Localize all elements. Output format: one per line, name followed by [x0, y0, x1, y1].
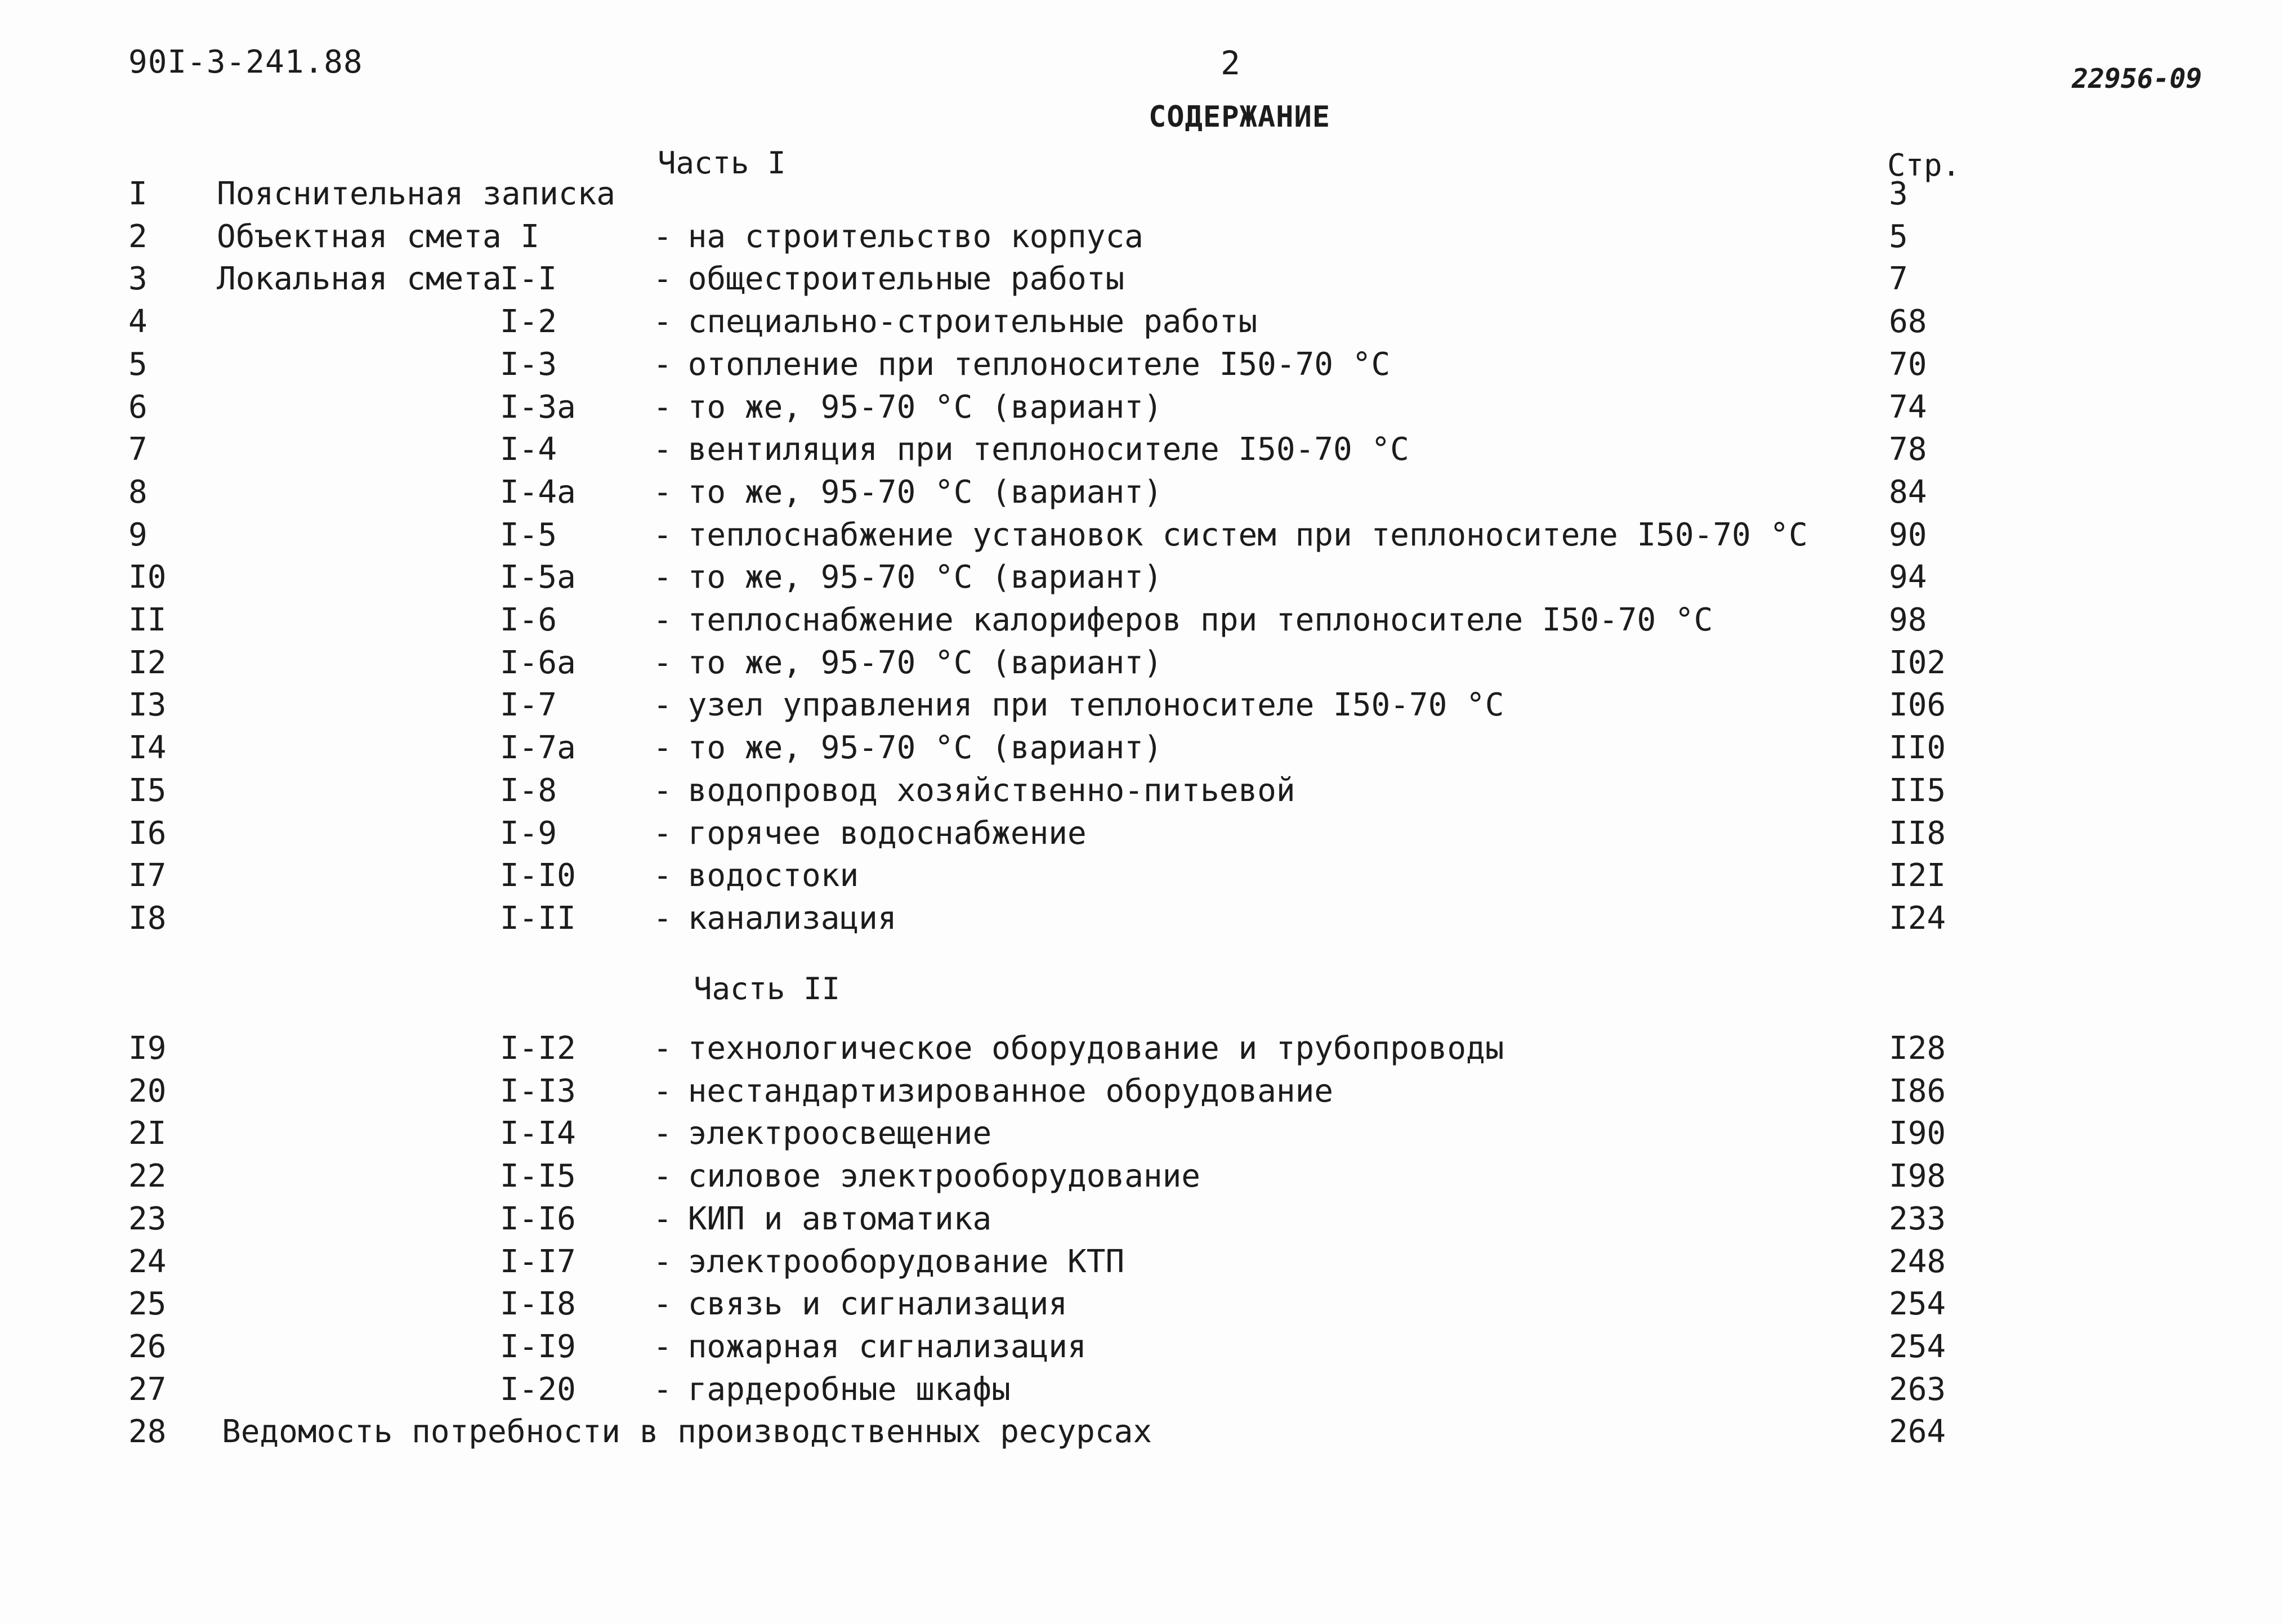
estimate-description	[653, 303, 1257, 340]
dash-separator: -	[653, 815, 672, 852]
page-reference: 248	[1889, 1243, 1946, 1280]
dash-separator: -	[653, 1072, 672, 1109]
row-number: 2I	[128, 1115, 167, 1152]
estimate-description	[653, 772, 1295, 809]
row-number: I	[128, 176, 148, 212]
description-text: отопление при теплоносителе I50-70 °C	[687, 346, 1391, 383]
contents-row	[0, 559, 2283, 598]
estimate-code: I-6а	[500, 644, 576, 681]
row-number: I3	[128, 687, 167, 724]
description-text: теплоснабжение калориферов при теплоносителе I50-70 °C	[687, 602, 1713, 638]
description-text: то же, 95-70 °C (вариант)	[687, 559, 1163, 596]
estimate-code: I-9	[500, 815, 557, 852]
estimate-description	[653, 1073, 1333, 1109]
dash-separator: -	[653, 559, 672, 596]
row-number: 26	[128, 1328, 167, 1365]
estimate-code: I-5а	[500, 559, 576, 596]
dash-separator: -	[653, 431, 672, 468]
estimate-description	[653, 474, 1163, 511]
contents-row	[0, 900, 2283, 939]
contents-row	[0, 1073, 2283, 1112]
description-text: то же, 95-70 °C (вариант)	[687, 730, 1163, 767]
contents-row	[0, 602, 2283, 641]
description-text: электроосвещение	[687, 1115, 992, 1152]
page-reference: I2I	[1889, 857, 1946, 894]
estimate-code: I-II	[500, 900, 576, 937]
page-column-label: Стр.	[1887, 147, 1961, 183]
description-text: канализация	[687, 900, 897, 937]
estimate-code: I-I6	[500, 1200, 576, 1237]
estimate-description	[653, 1201, 991, 1237]
page-reference: 5	[1889, 218, 1908, 255]
document-code: 90I-3-241.88	[128, 44, 363, 80]
row-number: I5	[128, 772, 167, 809]
dash-separator: -	[653, 473, 672, 511]
contents-row	[0, 346, 2283, 386]
estimate-name: Пояснительная записка	[217, 176, 616, 212]
description-text: то же, 95-70 °C (вариант)	[687, 644, 1163, 681]
row-number: 3	[128, 261, 148, 298]
estimate-code: I-2	[500, 303, 557, 341]
row-number: 28	[128, 1413, 167, 1451]
page-reference: I86	[1889, 1072, 1946, 1109]
page-reference: I98	[1889, 1158, 1946, 1195]
estimate-description	[653, 815, 1087, 852]
contents-row	[0, 1328, 2283, 1368]
row-number: 27	[128, 1371, 167, 1408]
page-reference: 263	[1889, 1371, 1946, 1408]
row-number: 22	[128, 1158, 167, 1195]
contents-row	[0, 218, 2283, 258]
dash-separator: -	[653, 1158, 672, 1195]
contents-row	[0, 1286, 2283, 1325]
estimate-code: I-8	[500, 772, 557, 809]
page-title: СОДЕРЖАНИЕ	[1149, 100, 1331, 134]
page-reference: 98	[1889, 602, 1927, 638]
row-number: 2	[128, 218, 148, 255]
part-1-heading: Часть I	[658, 145, 786, 181]
estimate-name: Объектная смета I	[217, 218, 540, 255]
row-number: 24	[128, 1243, 167, 1280]
dash-separator: -	[653, 687, 672, 724]
page-reference: 3	[1889, 176, 1908, 212]
estimate-description	[653, 559, 1163, 596]
estimate-code: I-7	[500, 687, 557, 724]
page-reference: 84	[1889, 473, 1927, 511]
estimate-code: I-I4	[500, 1115, 576, 1152]
contents-row	[0, 431, 2283, 471]
page-reference: 70	[1889, 346, 1927, 383]
description-text: то же, 95-70 °C (вариант)	[687, 388, 1163, 426]
row-number: I7	[128, 857, 167, 894]
contents-row	[0, 1201, 2283, 1240]
dash-separator: -	[653, 346, 672, 383]
estimate-code: I-I5	[500, 1158, 576, 1195]
description-text: общестроительные работы	[687, 261, 1125, 298]
row-number: 9	[128, 516, 148, 553]
estimate-code: I-6	[500, 602, 557, 638]
page-reference: 254	[1889, 1328, 1946, 1365]
estimate-code: I-I9	[500, 1328, 576, 1365]
dash-separator: -	[653, 900, 672, 937]
archive-number: 22956-09	[2072, 63, 2202, 95]
estimate-code: I-I2	[500, 1030, 576, 1067]
estimate-code: I-I7	[500, 1243, 576, 1280]
description-text: пожарная сигнализация	[687, 1328, 1087, 1365]
estimate-description	[653, 730, 1163, 766]
description-text: вентиляция при теплоносителе I50-70 °C	[687, 431, 1409, 468]
estimate-description	[653, 687, 1504, 723]
estimate-description	[653, 517, 1808, 553]
row-number: 4	[128, 303, 148, 341]
dash-separator: -	[653, 218, 672, 255]
dash-separator: -	[653, 516, 672, 553]
description-text: нестандартизированное оборудование	[687, 1072, 1334, 1109]
row-number: I2	[128, 644, 167, 681]
dash-separator: -	[653, 772, 672, 809]
estimate-name: Локальная смета	[217, 261, 502, 298]
row-number: I4	[128, 730, 167, 767]
contents-row	[0, 1243, 2283, 1283]
estimate-code: I-7а	[500, 730, 576, 767]
dash-separator: -	[653, 644, 672, 681]
estimate-description	[653, 602, 1713, 638]
dash-separator: -	[653, 730, 672, 767]
dash-separator: -	[653, 1243, 672, 1280]
description-text: технологическое оборудование и трубопроводы	[687, 1030, 1504, 1067]
description-text: водопровод хозяйственно-питьевой	[687, 772, 1295, 809]
row-number: I8	[128, 900, 167, 937]
estimate-description	[653, 218, 1143, 255]
estimate-description	[653, 1158, 1200, 1194]
estimate-code: I-5	[500, 516, 557, 553]
estimate-code: I-4	[500, 431, 557, 468]
estimate-code: I-I0	[500, 857, 576, 894]
dash-separator: -	[653, 1328, 672, 1365]
contents-row	[0, 261, 2283, 300]
page-reference: I24	[1889, 900, 1946, 937]
description-text: гардеробные шкафы	[687, 1371, 1011, 1408]
page-reference: 254	[1889, 1286, 1946, 1323]
page-reference: I28	[1889, 1030, 1946, 1067]
part-2-heading: Часть II	[694, 971, 841, 1006]
contents-row	[0, 857, 2283, 897]
estimate-description	[653, 900, 897, 937]
description-text: КИП и автоматика	[687, 1200, 992, 1237]
dash-separator: -	[653, 1030, 672, 1067]
description-text: на строительство корпуса	[687, 218, 1143, 255]
estimate-description	[653, 1243, 1124, 1280]
page-reference: I90	[1889, 1115, 1946, 1152]
description-text: электрооборудование КТП	[687, 1243, 1125, 1280]
description-text: связь и сигнализация	[687, 1286, 1068, 1323]
estimate-description	[653, 1286, 1067, 1322]
estimate-description	[653, 1328, 1087, 1365]
contents-row	[0, 176, 2283, 215]
contents-row	[0, 474, 2283, 513]
estimate-description	[653, 645, 1163, 681]
contents-row	[0, 517, 2283, 556]
row-number: 20	[128, 1072, 167, 1109]
contents-row	[0, 730, 2283, 769]
row-number: 6	[128, 388, 148, 426]
estimate-code: I-3а	[500, 388, 576, 426]
page-reference: I06	[1889, 687, 1946, 724]
estimate-code: I-20	[500, 1371, 576, 1408]
estimate-code: I-3	[500, 346, 557, 383]
row-number: 25	[128, 1286, 167, 1323]
row-number: 5	[128, 346, 148, 383]
estimate-code: I-I3	[500, 1072, 576, 1109]
dash-separator: -	[653, 1286, 672, 1323]
page-reference: II0	[1889, 730, 1946, 767]
description-text: специально-строительные работы	[687, 303, 1258, 341]
page-reference: 78	[1889, 431, 1927, 468]
row-number: 23	[128, 1200, 167, 1237]
description-text: то же, 95-70 °C (вариант)	[687, 473, 1163, 511]
contents-row	[0, 1158, 2283, 1197]
contents-row	[0, 645, 2283, 684]
estimate-code: I-I	[500, 261, 557, 298]
contents-row	[0, 1371, 2283, 1411]
page-reference: I02	[1889, 644, 1946, 681]
estimate-description	[653, 431, 1409, 468]
dash-separator: -	[653, 1115, 672, 1152]
row-number: 7	[128, 431, 148, 468]
row-number: I6	[128, 815, 167, 852]
description-text: теплоснабжение установок систем при теплоносителе I50-70 °C	[687, 516, 1808, 553]
contents-row	[0, 687, 2283, 726]
estimate-code: I-4а	[500, 473, 576, 511]
page-reference: 233	[1889, 1200, 1946, 1237]
dash-separator: -	[653, 1371, 672, 1408]
contents-row	[0, 1030, 2283, 1070]
page-reference: 94	[1889, 559, 1927, 596]
estimate-description	[653, 389, 1163, 426]
row-number: I0	[128, 559, 167, 596]
estimate-description	[653, 261, 1124, 297]
estimate-name: Ведомость потребности в производственных ресурсах	[222, 1413, 1152, 1451]
contents-row	[0, 815, 2283, 854]
dash-separator: -	[653, 388, 672, 426]
dash-separator: -	[653, 261, 672, 298]
page-reference: II8	[1889, 815, 1946, 852]
estimate-code: I-I8	[500, 1286, 576, 1323]
row-number: I9	[128, 1030, 167, 1067]
page-reference: II5	[1889, 772, 1946, 809]
dash-separator: -	[653, 303, 672, 341]
page-reference: 74	[1889, 388, 1927, 426]
row-number: 8	[128, 473, 148, 511]
dash-separator: -	[653, 1200, 672, 1237]
page-reference: 68	[1889, 303, 1927, 341]
dash-separator: -	[653, 857, 672, 894]
estimate-description	[653, 1371, 1011, 1408]
page-reference: 264	[1889, 1413, 1946, 1451]
contents-row	[0, 1115, 2283, 1155]
page-reference: 90	[1889, 516, 1927, 553]
page-reference: 7	[1889, 261, 1908, 298]
contents-row	[0, 1413, 2283, 1453]
dash-separator: -	[653, 602, 672, 638]
estimate-description	[653, 857, 859, 894]
description-text: горячее водоснабжение	[687, 815, 1087, 852]
description-text: узел управления при теплоносителе I50-70 °C	[687, 687, 1504, 724]
estimate-description	[653, 1030, 1504, 1067]
description-text: силовое электрооборудование	[687, 1158, 1201, 1195]
estimate-description	[653, 1115, 991, 1152]
estimate-description	[653, 346, 1390, 383]
row-number: II	[128, 602, 167, 638]
contents-row	[0, 772, 2283, 812]
page-number: 2	[1221, 44, 1240, 82]
description-text: водостоки	[687, 857, 859, 894]
contents-row	[0, 389, 2283, 428]
contents-row	[0, 303, 2283, 343]
